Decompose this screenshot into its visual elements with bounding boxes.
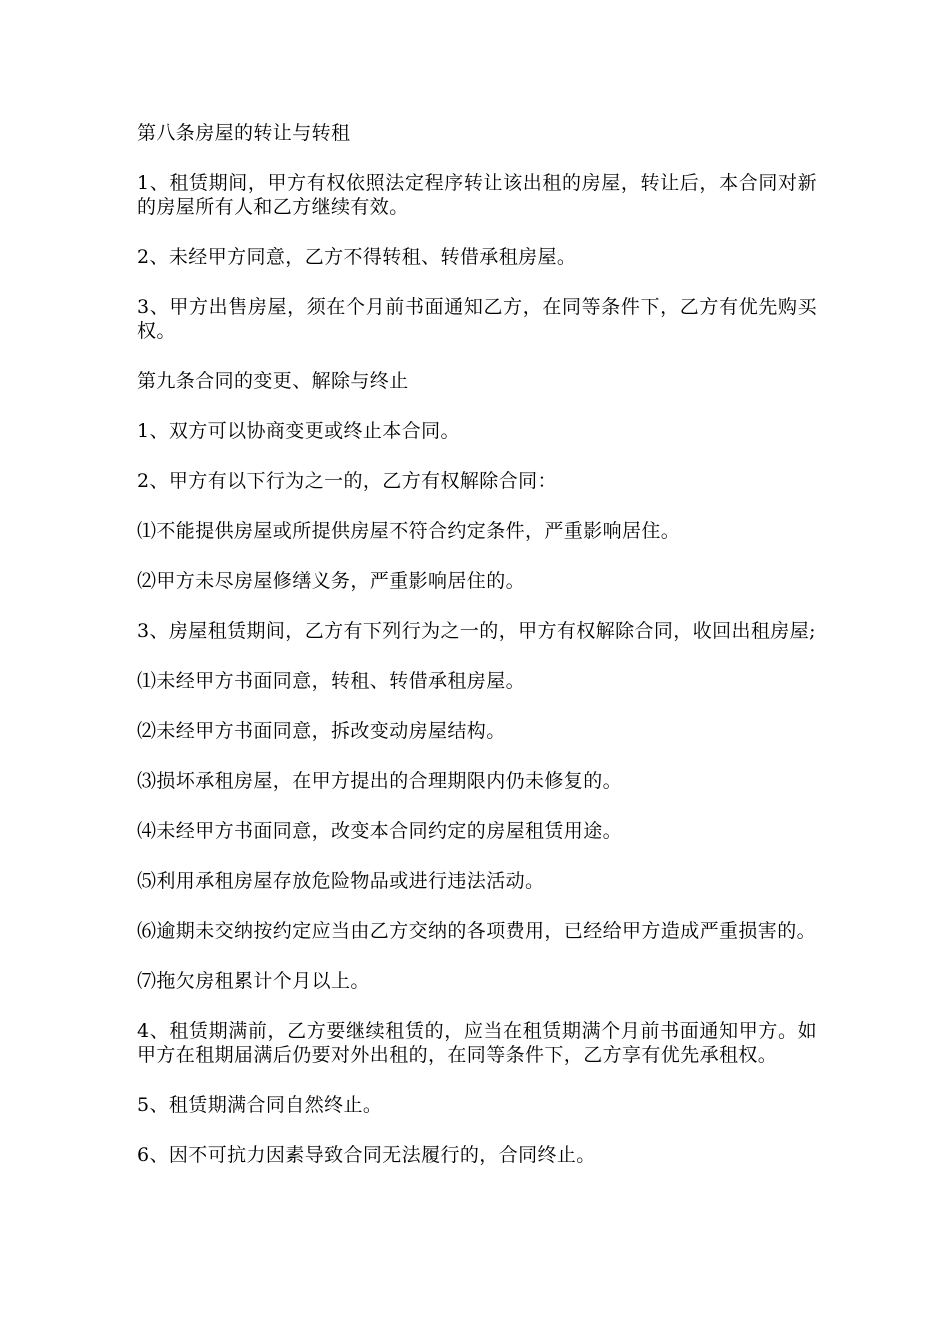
clause-9-2: 2、甲方有以下行为之一的，乙方有权解除合同：	[137, 470, 557, 492]
section-heading-9: 第九条合同的变更、解除与终止	[137, 370, 409, 392]
clause-8-1: 1、租赁期间，甲方有权依照法定程序转让该出租的房屋，转让后，本合同对新的房屋所有人和乙方继续有效。	[137, 172, 817, 218]
clause-9-3-item-5: ⑸利用承租房屋存放危险物品或进行违法活动。	[137, 870, 545, 892]
clause-9-3-item-3: ⑶损坏承租房屋，在甲方提出的合理期限内仍未修复的。	[137, 770, 623, 792]
section-heading-8: 第八条房屋的转让与转租	[137, 122, 351, 144]
clause-9-2-item-1: ⑴不能提供房屋或所提供房屋不符合约定条件，严重影响居住。	[137, 520, 681, 542]
document-body	[137, 121, 817, 1193]
clause-8-2: 2、未经甲方同意，乙方不得转租、转借承租房屋。	[137, 246, 577, 268]
clause-9-2-item-2: ⑵甲方未尽房屋修缮义务，严重影响居住的。	[137, 570, 526, 592]
clause-8-3: 3、甲方出售房屋，须在个月前书面通知乙方，在同等条件下，乙方有优先购买权。	[137, 296, 817, 342]
clause-9-1: 1、双方可以协商变更或终止本合同。	[137, 420, 460, 442]
clause-9-3-item-4: ⑷未经甲方书面同意，改变本合同约定的房屋租赁用途。	[137, 820, 623, 842]
clause-9-3: 3、房屋租赁期间，乙方有下列行为之一的，甲方有权解除合同，收回出租房屋;	[137, 620, 816, 642]
clause-9-5: 5、租赁期满合同自然终止。	[137, 1094, 383, 1116]
clause-9-4: 4、租赁期满前，乙方要继续租赁的，应当在租赁期满个月前书面通知甲方。如甲方在租期届满后仍要对外出租的，在同等条件下，乙方享有优先承租权。	[137, 1020, 817, 1066]
clause-9-3-item-6: ⑹逾期未交纳按约定应当由乙方交纳的各项费用，已经给甲方造成严重损害的。	[137, 920, 817, 942]
clause-9-3-item-7: ⑺拖欠房租累计个月以上。	[137, 970, 370, 992]
clause-9-6: 6、因不可抗力因素导致合同无法履行的，合同终止。	[137, 1144, 596, 1166]
clause-9-3-item-1: ⑴未经甲方书面同意，转租、转借承租房屋。	[137, 670, 526, 692]
clause-9-3-item-2: ⑵未经甲方书面同意，拆改变动房屋结构。	[137, 720, 506, 742]
